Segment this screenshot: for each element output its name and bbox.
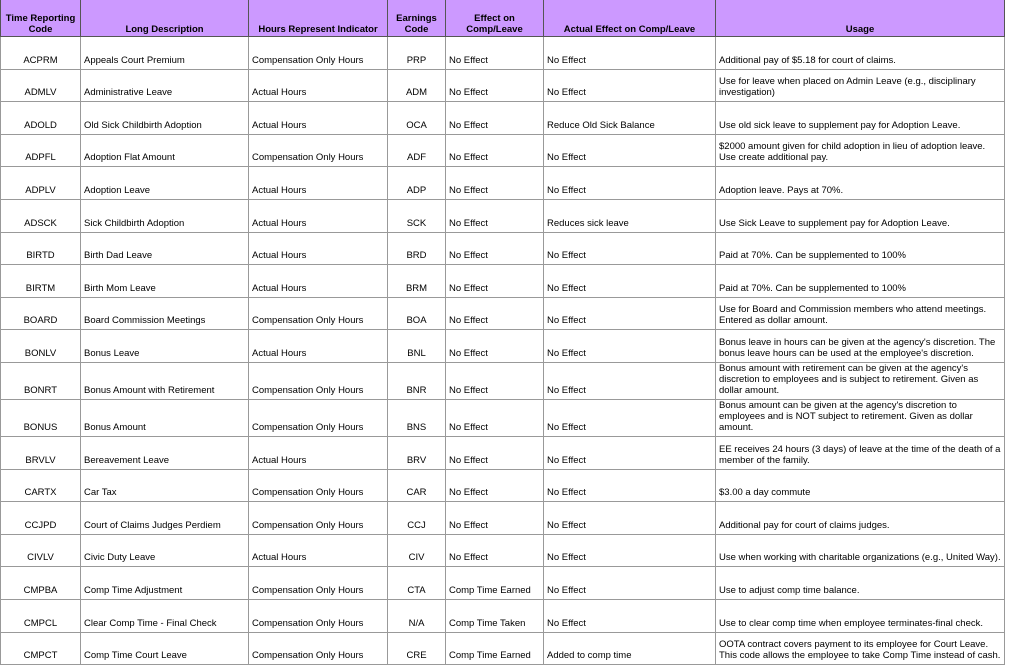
header-hours-indicator: Hours Represent Indicator	[249, 0, 388, 37]
usage-cell: EE receives 24 hours (3 days) of leave at the time of the death of a member of the family.	[716, 436, 1005, 469]
hours-indicator-cell: Compensation Only Hours	[249, 134, 388, 167]
description-cell: Adoption Flat Amount	[81, 134, 249, 167]
hours-indicator-cell: Compensation Only Hours	[249, 399, 388, 436]
description-cell: Adoption Leave	[81, 167, 249, 200]
header-long-description: Long Description	[81, 0, 249, 37]
code-cell: BOARD	[1, 297, 81, 330]
hours-indicator-cell: Compensation Only Hours	[249, 362, 388, 399]
header-time-reporting-code: Time Reporting Code	[1, 0, 81, 37]
code-cell: BRVLV	[1, 436, 81, 469]
hours-indicator-cell: Actual Hours	[249, 265, 388, 298]
earnings-code-cell: PRP	[388, 37, 446, 70]
code-cell: BIRTD	[1, 232, 81, 265]
earnings-code-cell: CIV	[388, 534, 446, 567]
usage-cell: Additional pay for court of claims judges.	[716, 502, 1005, 535]
earnings-code-cell: N/A	[388, 599, 446, 632]
usage-cell: OOTA contract covers payment to its employee for Court Leave. This code allows the employee to take Comp Time instead of cash.	[716, 632, 1005, 665]
table-row	[1, 265, 1005, 298]
table-row	[1, 534, 1005, 567]
table-row	[1, 632, 1005, 665]
description-cell: Administrative Leave	[81, 69, 249, 102]
effect-cell: No Effect	[446, 534, 544, 567]
code-cell: CIVLV	[1, 534, 81, 567]
table-row	[1, 102, 1005, 135]
table-row	[1, 134, 1005, 167]
effect-cell: No Effect	[446, 232, 544, 265]
hours-indicator-cell: Actual Hours	[249, 102, 388, 135]
actual-effect-cell: No Effect	[544, 567, 716, 600]
effect-cell: No Effect	[446, 469, 544, 502]
earnings-code-cell: ADF	[388, 134, 446, 167]
usage-cell: $3.00 a day commute	[716, 469, 1005, 502]
usage-cell: Use old sick leave to supplement pay for Adoption Leave.	[716, 102, 1005, 135]
hours-indicator-cell: Actual Hours	[249, 534, 388, 567]
earnings-code-cell: BNR	[388, 362, 446, 399]
code-cell: BONUS	[1, 399, 81, 436]
usage-cell: Bonus leave in hours can be given at the agency's discretion. The bonus leave hours can be used at the employee's discretion.	[716, 330, 1005, 363]
earnings-code-cell: CTA	[388, 567, 446, 600]
usage-cell: $2000 amount given for child adoption in lieu of adoption leave. Use create additional pay.	[716, 134, 1005, 167]
actual-effect-cell: No Effect	[544, 167, 716, 200]
earnings-code-cell: BRD	[388, 232, 446, 265]
effect-cell: No Effect	[446, 134, 544, 167]
usage-cell: Use to clear comp time when employee terminates-final check.	[716, 599, 1005, 632]
code-cell: ADMLV	[1, 69, 81, 102]
code-cell: ADPFL	[1, 134, 81, 167]
effect-cell: No Effect	[446, 502, 544, 535]
usage-cell: Bonus amount can be given at the agency's discretion to employees and is NOT subject to retirement. Given as dollar amount.	[716, 399, 1005, 436]
actual-effect-cell: No Effect	[544, 265, 716, 298]
hours-indicator-cell: Actual Hours	[249, 199, 388, 232]
table-row	[1, 436, 1005, 469]
usage-cell: Use Sick Leave to supplement pay for Adoption Leave.	[716, 199, 1005, 232]
actual-effect-cell: Reduce Old Sick Balance	[544, 102, 716, 135]
actual-effect-cell: No Effect	[544, 436, 716, 469]
actual-effect-cell: No Effect	[544, 469, 716, 502]
earnings-code-cell: SCK	[388, 199, 446, 232]
effect-cell: Comp Time Earned	[446, 632, 544, 665]
actual-effect-cell: No Effect	[544, 297, 716, 330]
header-usage: Usage	[716, 0, 1005, 37]
hours-indicator-cell: Compensation Only Hours	[249, 567, 388, 600]
code-cell: CMPBA	[1, 567, 81, 600]
description-cell: Car Tax	[81, 469, 249, 502]
hours-indicator-cell: Actual Hours	[249, 330, 388, 363]
earnings-code-cell: CCJ	[388, 502, 446, 535]
actual-effect-cell: No Effect	[544, 69, 716, 102]
table-row	[1, 399, 1005, 436]
code-cell: ADOLD	[1, 102, 81, 135]
table-row	[1, 232, 1005, 265]
code-cell: BONLV	[1, 330, 81, 363]
code-cell: CARTX	[1, 469, 81, 502]
usage-cell: Additional pay of $5.18 for court of claims.	[716, 37, 1005, 70]
description-cell: Court of Claims Judges Perdiem	[81, 502, 249, 535]
code-cell: CMPCT	[1, 632, 81, 665]
table-row	[1, 502, 1005, 535]
usage-cell: Use for Board and Commission members who attend meetings. Entered as dollar amount.	[716, 297, 1005, 330]
hours-indicator-cell: Actual Hours	[249, 167, 388, 200]
effect-cell: No Effect	[446, 436, 544, 469]
code-cell: BONRT	[1, 362, 81, 399]
description-cell: Bonus Leave	[81, 330, 249, 363]
effect-cell: No Effect	[446, 69, 544, 102]
hours-indicator-cell: Compensation Only Hours	[249, 37, 388, 70]
table-row	[1, 469, 1005, 502]
hours-indicator-cell: Actual Hours	[249, 436, 388, 469]
header-actual-effect: Actual Effect on Comp/Leave	[544, 0, 716, 37]
effect-cell: No Effect	[446, 167, 544, 200]
code-cell: BIRTM	[1, 265, 81, 298]
effect-cell: No Effect	[446, 297, 544, 330]
effect-cell: No Effect	[446, 199, 544, 232]
earnings-code-cell: ADP	[388, 167, 446, 200]
actual-effect-cell: Reduces sick leave	[544, 199, 716, 232]
hours-indicator-cell: Compensation Only Hours	[249, 599, 388, 632]
table-row	[1, 297, 1005, 330]
usage-cell: Use to adjust comp time balance.	[716, 567, 1005, 600]
usage-cell: Paid at 70%. Can be supplemented to 100%	[716, 232, 1005, 265]
actual-effect-cell: No Effect	[544, 534, 716, 567]
actual-effect-cell: No Effect	[544, 362, 716, 399]
usage-cell: Adoption leave. Pays at 70%.	[716, 167, 1005, 200]
description-cell: Bonus Amount	[81, 399, 249, 436]
effect-cell: No Effect	[446, 102, 544, 135]
usage-cell: Use for leave when placed on Admin Leave (e.g., disciplinary investigation)	[716, 69, 1005, 102]
description-cell: Old Sick Childbirth Adoption	[81, 102, 249, 135]
earnings-code-cell: ADM	[388, 69, 446, 102]
description-cell: Birth Mom Leave	[81, 265, 249, 298]
actual-effect-cell: No Effect	[544, 502, 716, 535]
earnings-code-cell: CAR	[388, 469, 446, 502]
effect-cell: No Effect	[446, 362, 544, 399]
usage-cell: Use when working with charitable organizations (e.g., United Way).	[716, 534, 1005, 567]
actual-effect-cell: Added to comp time	[544, 632, 716, 665]
description-cell: Bonus Amount with Retirement	[81, 362, 249, 399]
earnings-code-cell: BRM	[388, 265, 446, 298]
earnings-code-cell: BNS	[388, 399, 446, 436]
header-effect: Effect on Comp/Leave	[446, 0, 544, 37]
description-cell: Comp Time Court Leave	[81, 632, 249, 665]
description-cell: Appeals Court Premium	[81, 37, 249, 70]
description-cell: Board Commission Meetings	[81, 297, 249, 330]
earnings-code-cell: BOA	[388, 297, 446, 330]
description-cell: Bereavement Leave	[81, 436, 249, 469]
table-row	[1, 167, 1005, 200]
actual-effect-cell: No Effect	[544, 330, 716, 363]
code-cell: ADPLV	[1, 167, 81, 200]
effect-cell: No Effect	[446, 399, 544, 436]
description-cell: Sick Childbirth Adoption	[81, 199, 249, 232]
table-row	[1, 69, 1005, 102]
earnings-code-cell: BRV	[388, 436, 446, 469]
code-cell: CCJPD	[1, 502, 81, 535]
table-row	[1, 599, 1005, 632]
hours-indicator-cell: Compensation Only Hours	[249, 297, 388, 330]
table-row	[1, 37, 1005, 70]
hours-indicator-cell: Compensation Only Hours	[249, 502, 388, 535]
table-row	[1, 567, 1005, 600]
code-cell: CMPCL	[1, 599, 81, 632]
description-cell: Comp Time Adjustment	[81, 567, 249, 600]
table-row	[1, 330, 1005, 363]
code-cell: ACPRM	[1, 37, 81, 70]
hours-indicator-cell: Actual Hours	[249, 232, 388, 265]
description-cell: Civic Duty Leave	[81, 534, 249, 567]
description-cell: Clear Comp Time - Final Check	[81, 599, 249, 632]
earnings-code-cell: OCA	[388, 102, 446, 135]
description-cell: Birth Dad Leave	[81, 232, 249, 265]
actual-effect-cell: No Effect	[544, 134, 716, 167]
header-earnings-code: Earnings Code	[388, 0, 446, 37]
effect-cell: No Effect	[446, 37, 544, 70]
effect-cell: No Effect	[446, 330, 544, 363]
table-row	[1, 199, 1005, 232]
actual-effect-cell: No Effect	[544, 399, 716, 436]
actual-effect-cell: No Effect	[544, 599, 716, 632]
header-row	[1, 0, 1005, 37]
usage-cell: Paid at 70%. Can be supplemented to 100%	[716, 265, 1005, 298]
table-row	[1, 362, 1005, 399]
hours-indicator-cell: Actual Hours	[249, 69, 388, 102]
effect-cell: Comp Time Taken	[446, 599, 544, 632]
earnings-code-cell: CRE	[388, 632, 446, 665]
effect-cell: Comp Time Earned	[446, 567, 544, 600]
actual-effect-cell: No Effect	[544, 232, 716, 265]
actual-effect-cell: No Effect	[544, 37, 716, 70]
earnings-code-cell: BNL	[388, 330, 446, 363]
hours-indicator-cell: Compensation Only Hours	[249, 469, 388, 502]
usage-cell: Bonus amount with retirement can be given at the agency's discretion to employees and is subject to retirement. Given as dollar amount.	[716, 362, 1005, 399]
code-cell: ADSCK	[1, 199, 81, 232]
effect-cell: No Effect	[446, 265, 544, 298]
hours-indicator-cell: Compensation Only Hours	[249, 632, 388, 665]
